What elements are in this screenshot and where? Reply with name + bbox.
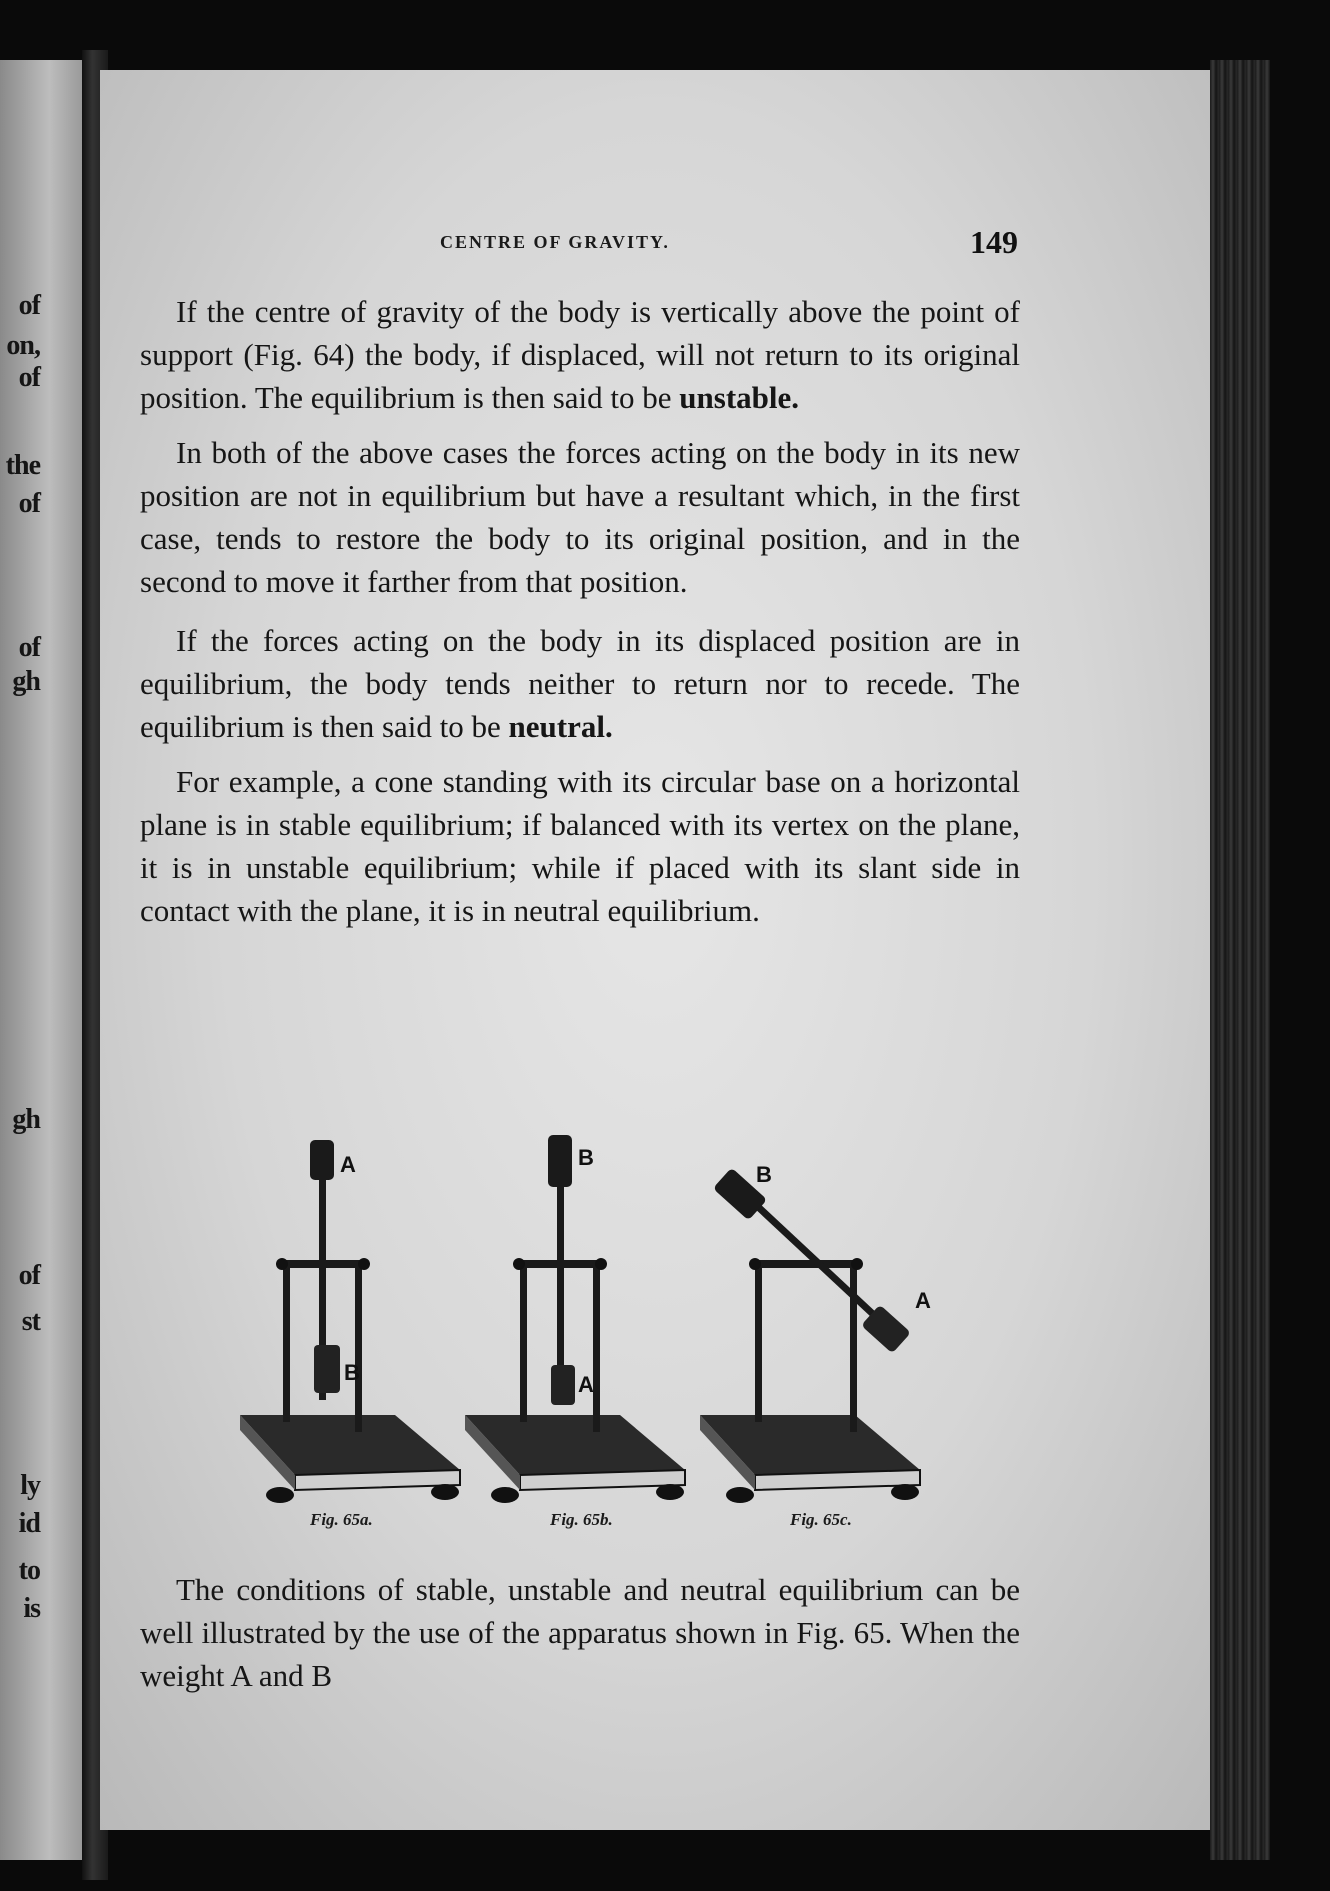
left-fragment: to — [18, 1555, 40, 1586]
term-neutral: neutral. — [508, 709, 613, 744]
paragraph-neutral: If the forces acting on the body in its displaced position are in equilibrium, the body tends neither to return nor to recede. The equilibrium is then said to be neutral. — [140, 623, 1020, 744]
left-fragment: on, — [6, 330, 40, 361]
page-number: 149 — [970, 224, 1018, 260]
figure-65-illustration — [210, 1130, 950, 1550]
text-block-lower — [140, 1568, 1020, 1697]
figure-65a-caption: Fig. 65a. — [310, 1510, 373, 1529]
figure-65b-caption: Fig. 65b. — [550, 1510, 613, 1529]
paragraph-cone-example: For example, a cone standing with its circular base on a horizontal plane is in stable equilibrium; if balanced with its vertex on the plane, it is in unstable equilibrium; while if placed with its slant side in contact with the plane, it is in neutral equilibrium. — [140, 764, 1020, 928]
paragraph-unstable: If the centre of gravity of the body is vertically above the point of support (Fig. 64) the body, if displaced, will not return to its original position. The equilibrium is then said to be unstable. — [140, 294, 1020, 415]
term-unstable: unstable. — [679, 380, 800, 415]
running-header: CENTRE OF GRAVITY. — [440, 232, 670, 252]
figure-65b-bottom-label: A — [578, 1372, 594, 1397]
page-stack-edge — [1210, 60, 1270, 1860]
figure-65b-top-label: B — [578, 1145, 594, 1170]
left-fragment: gh — [12, 1104, 40, 1135]
left-fragment: ly — [20, 1470, 40, 1501]
paragraph-resultant: In both of the above cases the forces acting on the body in its new position are not in equilibrium but have a resultant which, in the first case, tends to restore the body to its original position, and in the second to move it farther from that position. — [140, 435, 1020, 599]
left-fragment: gh — [12, 666, 40, 697]
left-fragment: is — [23, 1593, 40, 1624]
figure-65-group — [210, 1130, 950, 1550]
left-fragment: of — [18, 488, 40, 519]
figure-65a-apparatus — [240, 1140, 460, 1503]
figure-65c-apparatus — [700, 1162, 931, 1503]
left-fragment: id — [18, 1508, 40, 1539]
paragraph-apparatus: The conditions of stable, unstable and neutral equilibrium can be well illustrated by the use of the apparatus shown in Fig. 65. When the weight A and B — [140, 1572, 1020, 1693]
left-fragment: the — [5, 450, 40, 481]
left-fragment: of — [18, 632, 40, 663]
left-fragment: of — [18, 290, 40, 321]
figure-65c-caption: Fig. 65c. — [790, 1510, 852, 1529]
figure-65c-top-label: B — [756, 1162, 772, 1187]
figure-65c-bottom-label: A — [915, 1288, 931, 1313]
figure-65a-top-label: A — [340, 1152, 356, 1177]
left-fragment: of — [18, 362, 40, 393]
text-block-upper — [140, 290, 1020, 932]
figure-65b-apparatus — [465, 1135, 685, 1503]
left-fragment: st — [21, 1306, 40, 1337]
figure-65a-bottom-label: B — [344, 1360, 360, 1385]
left-fragment: of — [18, 1260, 40, 1291]
